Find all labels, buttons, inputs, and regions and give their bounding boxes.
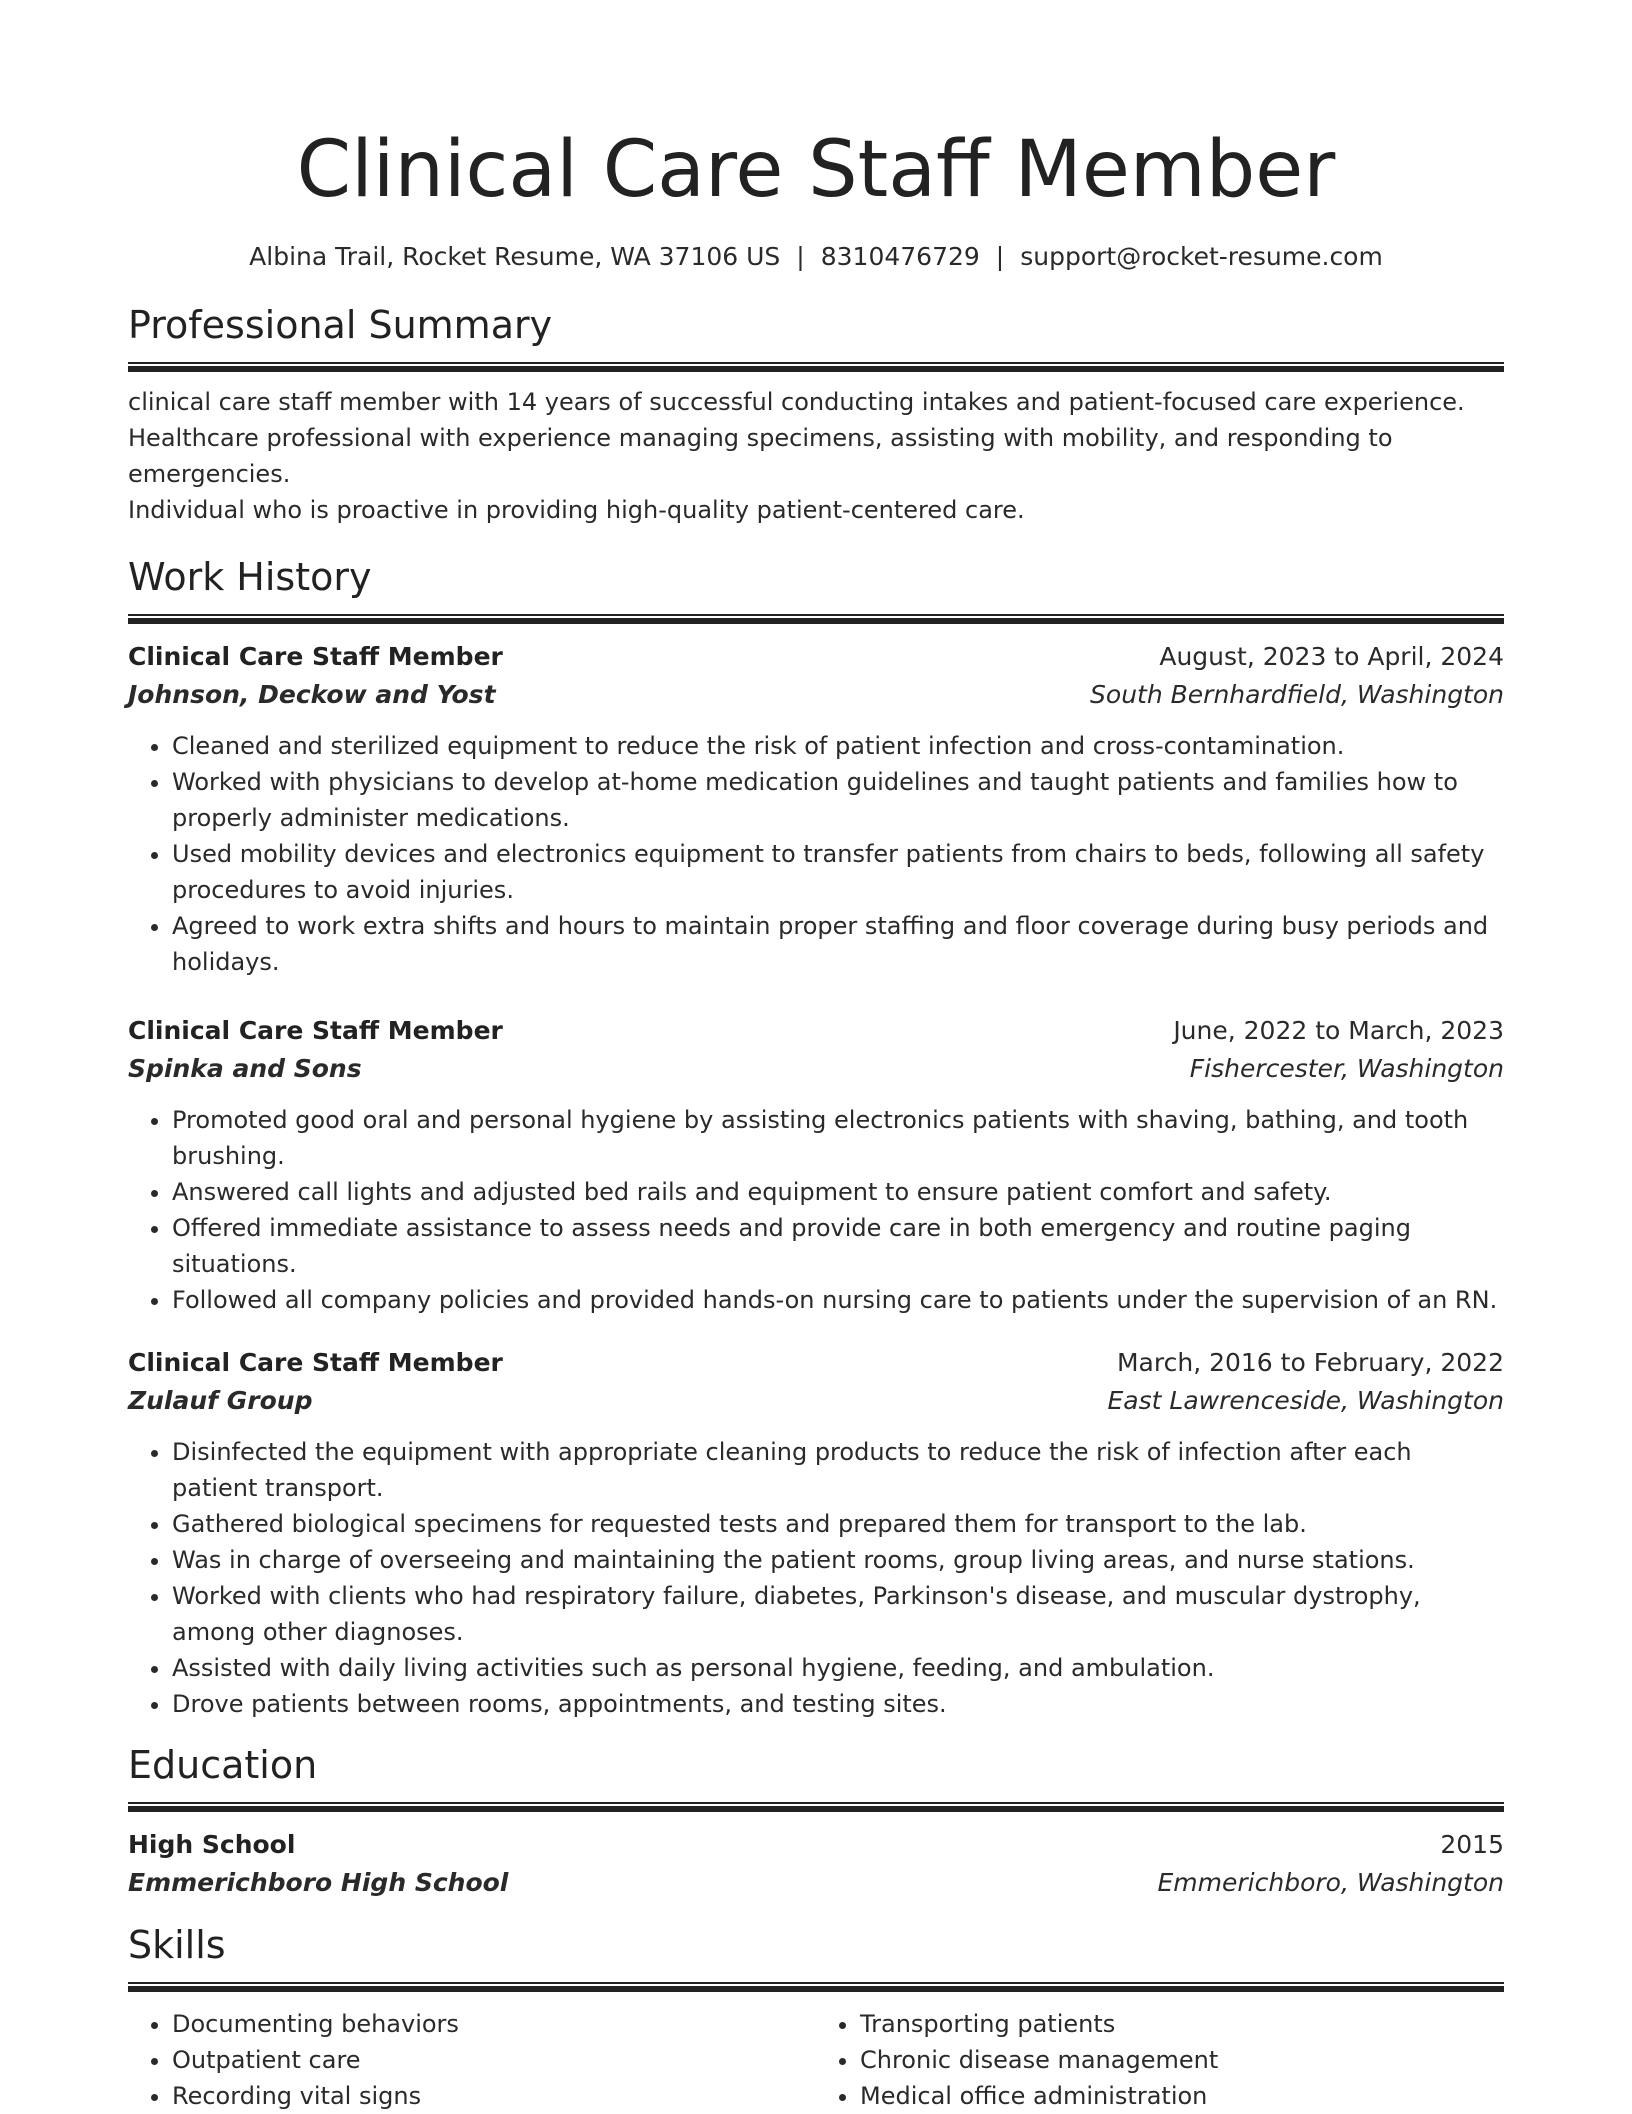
skill-item: • Transporting patients xyxy=(860,2006,1504,2042)
skill-item: • Recording vital signs xyxy=(172,2078,816,2114)
job-employer: Spinka and Sons xyxy=(128,1054,362,1083)
job-employer-row xyxy=(128,676,1504,714)
job-dates: March, 2016 to February, 2022 xyxy=(1116,1348,1504,1377)
contact-line xyxy=(128,240,1504,274)
list-item: • Answered call lights and adjusted bed rails and equipment to ensure patient comfort and safety. xyxy=(172,1174,1504,1210)
skill-item: • Chronic disease management xyxy=(860,2042,1504,2078)
list-item: • Agreed to work extra shifts and hours to maintain proper staffing and floor coverage during busy periods and holidays. xyxy=(172,908,1504,980)
skills-list-right xyxy=(816,2006,1504,2114)
list-item: • Worked with clients who had respiratory failure, diabetes, Parkinson's disease, and muscular dystrophy, among other diagnoses. xyxy=(172,1578,1504,1650)
work-history-section xyxy=(128,554,1504,1722)
list-item: • Was in charge of overseeing and maintaining the patient rooms, group living areas, and nurse stations. xyxy=(172,1542,1504,1578)
list-item: • Gathered biological specimens for requested tests and prepared them for transport to the lab. xyxy=(172,1506,1504,1542)
education-school: Emmerichboro High School xyxy=(128,1868,509,1897)
job-location: South Bernhardfield, Washington xyxy=(1090,680,1504,709)
education-degree: High School xyxy=(128,1830,296,1859)
contact-separator: | xyxy=(796,242,805,271)
summary-line: clinical care staff member with 14 years of successful conducting intakes and patient-focused care experience. xyxy=(128,388,1465,416)
list-item: • Followed all company policies and provided hands-on nursing care to patients under the supervision of an RN. xyxy=(172,1282,1504,1318)
job-entry xyxy=(128,638,1504,980)
section-title-work: Work History xyxy=(128,555,372,599)
job-employer-row xyxy=(128,1050,1504,1088)
education-header-row xyxy=(128,1826,1504,1864)
education-year: 2015 xyxy=(1440,1830,1504,1859)
education-entry xyxy=(128,1826,1504,1902)
job-header-row xyxy=(128,1344,1504,1382)
section-divider xyxy=(128,1982,1504,1992)
job-bullets xyxy=(128,1102,1504,1318)
skills-list-left xyxy=(128,2006,816,2114)
list-item: • Used mobility devices and electronics equipment to transfer patients from chairs to beds, following all safety procedures to avoid injuries. xyxy=(172,836,1504,908)
summary-section xyxy=(128,302,1504,528)
education-school-row xyxy=(128,1864,1504,1902)
candidate-name: Clinical Care Staff Member xyxy=(296,125,1336,215)
list-item: • Worked with physicians to develop at-home medication guidelines and taught patients and families how to properly administer medications. xyxy=(172,764,1504,836)
contact-separator: | xyxy=(995,242,1005,271)
job-header-row xyxy=(128,1012,1504,1050)
resume-page xyxy=(128,0,1504,2114)
summary-line: Individual who is proactive in providing high-quality patient-centered care. xyxy=(128,496,1025,524)
job-employer: Zulauf Group xyxy=(128,1386,313,1415)
list-item: • Assisted with daily living activities such as personal hygiene, feeding, and ambulation. xyxy=(172,1650,1504,1686)
section-divider xyxy=(128,1802,1504,1812)
summary-text xyxy=(128,384,1504,528)
skill-item: • Medical office administration xyxy=(860,2078,1504,2114)
section-title-summary: Professional Summary xyxy=(128,303,553,347)
section-divider xyxy=(128,614,1504,624)
section-title-skills: Skills xyxy=(128,1923,226,1967)
job-entry xyxy=(128,1344,1504,1722)
skills-columns xyxy=(128,2006,1504,2114)
job-bullets xyxy=(128,728,1504,980)
contact-email: support@rocket-resume.com xyxy=(1020,242,1383,271)
contact-phone: 8310476729 xyxy=(820,242,980,271)
job-dates: August, 2023 to April, 2024 xyxy=(1159,642,1504,671)
list-item: • Disinfected the equipment with appropriate cleaning products to reduce the risk of infection after each patient transport. xyxy=(172,1434,1504,1506)
skill-item: • Outpatient care xyxy=(172,2042,816,2078)
job-employer: Johnson, Deckow and Yost xyxy=(128,680,496,709)
job-location: Fishercester, Washington xyxy=(1189,1054,1504,1083)
job-role: Clinical Care Staff Member xyxy=(128,1016,503,1045)
list-item: • Cleaned and sterilized equipment to reduce the risk of patient infection and cross-contamination. xyxy=(172,728,1504,764)
summary-line: Healthcare professional with experience managing specimens, assisting with mobility, and responding to emergencies. xyxy=(128,424,1393,488)
job-header-row xyxy=(128,638,1504,676)
job-role: Clinical Care Staff Member xyxy=(128,642,503,671)
education-section xyxy=(128,1742,1504,1902)
list-item: • Promoted good oral and personal hygiene by assisting electronics patients with shaving, bathing, and tooth brushing. xyxy=(172,1102,1504,1174)
contact-address: Albina Trail, Rocket Resume, WA 37106 US xyxy=(249,242,781,271)
job-bullets xyxy=(128,1434,1504,1722)
section-divider xyxy=(128,362,1504,372)
skills-section xyxy=(128,1922,1504,2114)
section-title-education: Education xyxy=(128,1743,318,1787)
education-location: Emmerichboro, Washington xyxy=(1157,1868,1504,1897)
list-item: • Offered immediate assistance to assess needs and provide care in both emergency and routine paging situations. xyxy=(172,1210,1504,1282)
job-role: Clinical Care Staff Member xyxy=(128,1348,503,1377)
job-dates: June, 2022 to March, 2023 xyxy=(1173,1016,1504,1045)
skill-item: • Documenting behaviors xyxy=(172,2006,816,2042)
list-item: • Drove patients between rooms, appointments, and testing sites. xyxy=(172,1686,1504,1722)
job-entry xyxy=(128,1012,1504,1318)
job-employer-row xyxy=(128,1382,1504,1420)
job-location: East Lawrenceside, Washington xyxy=(1107,1386,1504,1415)
